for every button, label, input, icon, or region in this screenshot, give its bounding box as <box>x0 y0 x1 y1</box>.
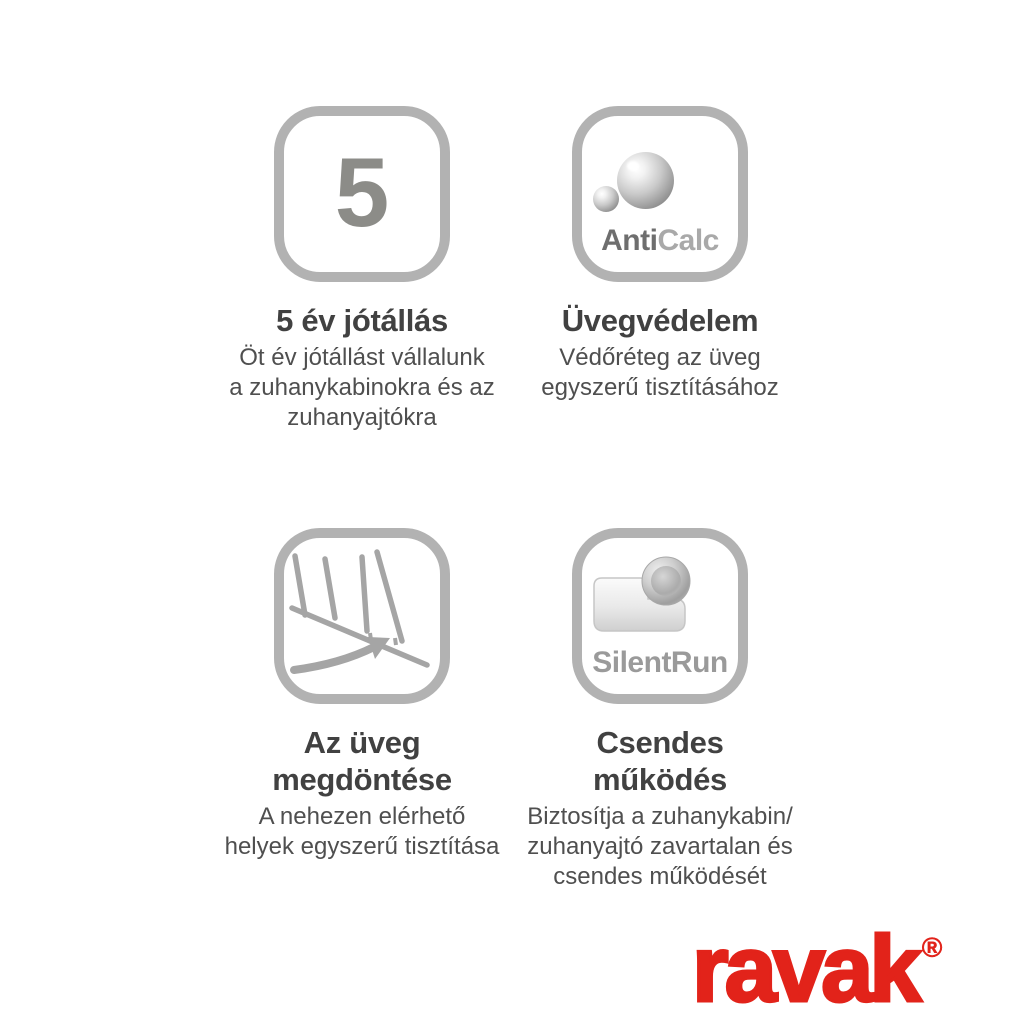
feature-description-anticalc <box>541 343 778 403</box>
title-line: Az üveg <box>303 725 421 760</box>
small-bubble-icon <box>593 186 619 212</box>
feature-title-silentrun <box>593 724 727 798</box>
description-line: A nehezen elérhető <box>258 803 466 830</box>
feature-tile-silentrun <box>500 528 820 892</box>
number-5-glyph <box>284 116 440 272</box>
title-line: 5 év jótállás <box>276 303 448 338</box>
ravak-logo <box>692 916 943 1021</box>
title-line: Csendes <box>596 725 724 760</box>
five-year-warranty-icon <box>274 106 450 282</box>
registered-trademark-symbol: ® <box>921 932 943 963</box>
feature-tile-warranty <box>202 106 522 433</box>
feature-description-silentrun <box>527 802 793 892</box>
description-line: zuhanyajtó zavartalan és <box>527 833 793 860</box>
anticalc-icon <box>572 106 748 282</box>
feature-title-warranty <box>276 302 448 339</box>
anticalc-label <box>582 224 738 258</box>
anticalc-bubbles-icon <box>582 116 738 272</box>
description-line: zuhanyajtókra <box>287 404 437 431</box>
description-line: csendes működését <box>553 863 767 890</box>
description-line: Védőréteg az üveg <box>559 344 761 371</box>
feature-title-glass-tilt <box>272 724 452 798</box>
glass-tilt-icon <box>274 528 450 704</box>
tilted-glass-arrow-icon <box>284 538 440 694</box>
anticalc-label-anti: Anti <box>601 224 658 257</box>
feature-description-glass-tilt <box>225 802 500 862</box>
silentrun-label: SilentRun <box>592 646 728 679</box>
number-5-text: 5 <box>334 137 390 247</box>
title-line: megdöntése <box>272 762 452 797</box>
silentrun-icon <box>572 528 748 704</box>
description-line: a zuhanykabinokra és az <box>229 374 495 401</box>
description-line: helyek egyszerű tisztítása <box>224 833 500 860</box>
feature-title-anticalc <box>562 302 759 339</box>
feature-tile-anticalc <box>500 106 820 403</box>
feature-tile-glass-tilt <box>202 528 522 862</box>
description-line: egyszerű tisztításához <box>541 374 779 401</box>
title-line: működés <box>593 762 727 797</box>
feature-description-warranty <box>229 343 495 433</box>
silent-run-roller-icon <box>582 538 738 694</box>
large-bubble-icon <box>617 152 674 209</box>
description-line: Öt év jótállást vállalunk <box>239 344 485 371</box>
description-line: Biztosítja a zuhanykabin/ <box>527 803 793 830</box>
title-line: Üvegvédelem <box>561 303 759 338</box>
anticalc-label-calc: Calc <box>657 224 719 257</box>
tilted-glass-svg <box>284 538 440 694</box>
ravak-wordmark: ravak <box>692 916 918 1021</box>
